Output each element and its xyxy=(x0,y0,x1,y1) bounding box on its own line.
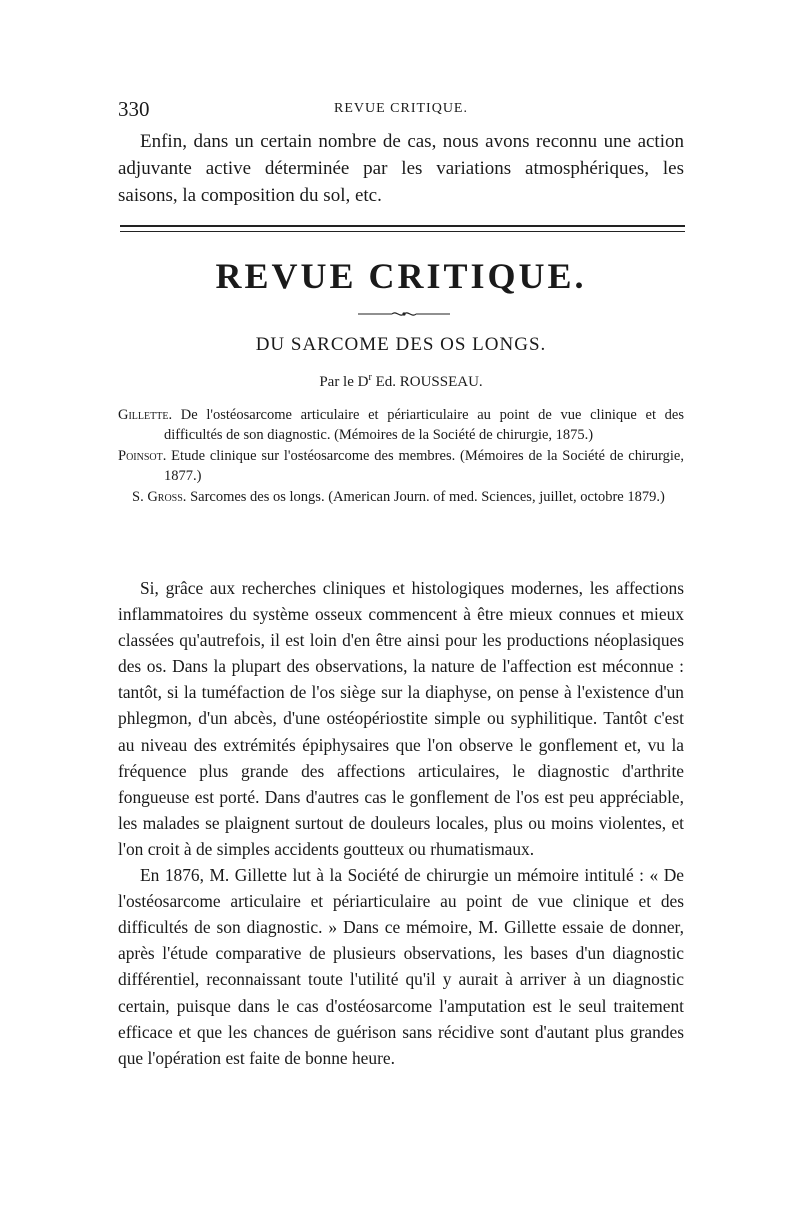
reference-list xyxy=(118,405,684,507)
article-title: DU SARCOME DES OS LONGS. xyxy=(255,334,547,355)
reference-author: Poinsot. xyxy=(118,447,167,464)
reference-text: Sarcomes des os longs. (American Journ. of med. Sciences, juillet, octobre 1879.) xyxy=(186,488,665,505)
opening-text xyxy=(118,128,684,209)
body-paragraph: Si, grâce aux recherches cliniques et histologiques modernes, les affections inflammatoires du système osseux commencent à être mieux connues et mieux classées qu'autrefois, il est loin d'en être ainsi pour les productions néoplasiques des os. Dans la plupart des observations, la nature de l'affection est méconnue : tantôt, si la tuméfaction de l'os siège sur la diaphyse, on pense à l'existence d'un phlegmon, d'un abcès, d'une ostéopériostite simple ou syphilitique. Tantôt c'est au niveau des extrémités épiphysaires que l'on observe le gonflement et, vu la fréquence plus grande des affections articulaires, le diagnostic d'arthrite fongueuse est porté. Dans d'autres cas le gonflement de l'os est peu appréciable, les malades se plaignent surtout de douleurs locales, plus ou moins violentes, et l'on croit à de simples accidents goutteux ou rhumatismaux. xyxy=(118,578,684,859)
body-paragraph: En 1876, M. Gillette lut à la Société de chirurgie un mémoire intitulé : « De l'ostéosarcome articulaire et périarticulaire au point de vue clinique et des difficultés de son diagnostic. » Dans ce mémoire, M. Gillette essaie de donner, après l'étude comparative de plusieurs observations, les bases d'un diagnostic différentiel, reconnaissant toute l'utilité qu'il y aurait à arriver à un diagnostic certain, puisque dans le cas d'ostéosarcome l'amputation est le seul traitement efficace et que les chances de guérison sans récidive sont d'autant plus grandes que l'opération est faite de bonne heure. xyxy=(118,865,684,1068)
reference-item xyxy=(118,446,684,487)
byline-prefix: Par le D xyxy=(319,374,369,390)
opening-paragraph: Enfin, dans un certain nombre de cas, nous avons reconnu une action adjuvante active déterminée par les variations atmosphériques, les saisons, la composition du sol, etc. xyxy=(118,131,684,206)
section-title: REVUE CRITIQUE. xyxy=(215,256,587,296)
reference-author: S. Gross. xyxy=(132,488,187,505)
body-text xyxy=(118,575,684,1071)
page-number: 330 xyxy=(118,97,150,121)
running-head xyxy=(118,97,684,125)
ornament-divider xyxy=(354,309,454,319)
reference-text: De l'ostéosarcome articulaire et périarticulaire au point de vue clinique et des difficultés de son diagnostic. (Mémoires de la Société de chirurgie, 1875.) xyxy=(164,407,684,444)
reference-text: Etude clinique sur l'ostéosarcome des membres. (Mémoires de la Société de chirurgie, 1877.) xyxy=(164,447,684,485)
byline xyxy=(118,372,684,391)
section-divider xyxy=(120,225,685,232)
byline-superscript: r xyxy=(368,372,372,383)
byline-author: Ed. ROUSSEAU. xyxy=(375,374,483,390)
reference-author: Gillette. xyxy=(118,407,173,423)
reference-item xyxy=(118,405,684,446)
running-title: REVUE CRITIQUE. xyxy=(334,101,468,116)
reference-item xyxy=(118,487,684,507)
